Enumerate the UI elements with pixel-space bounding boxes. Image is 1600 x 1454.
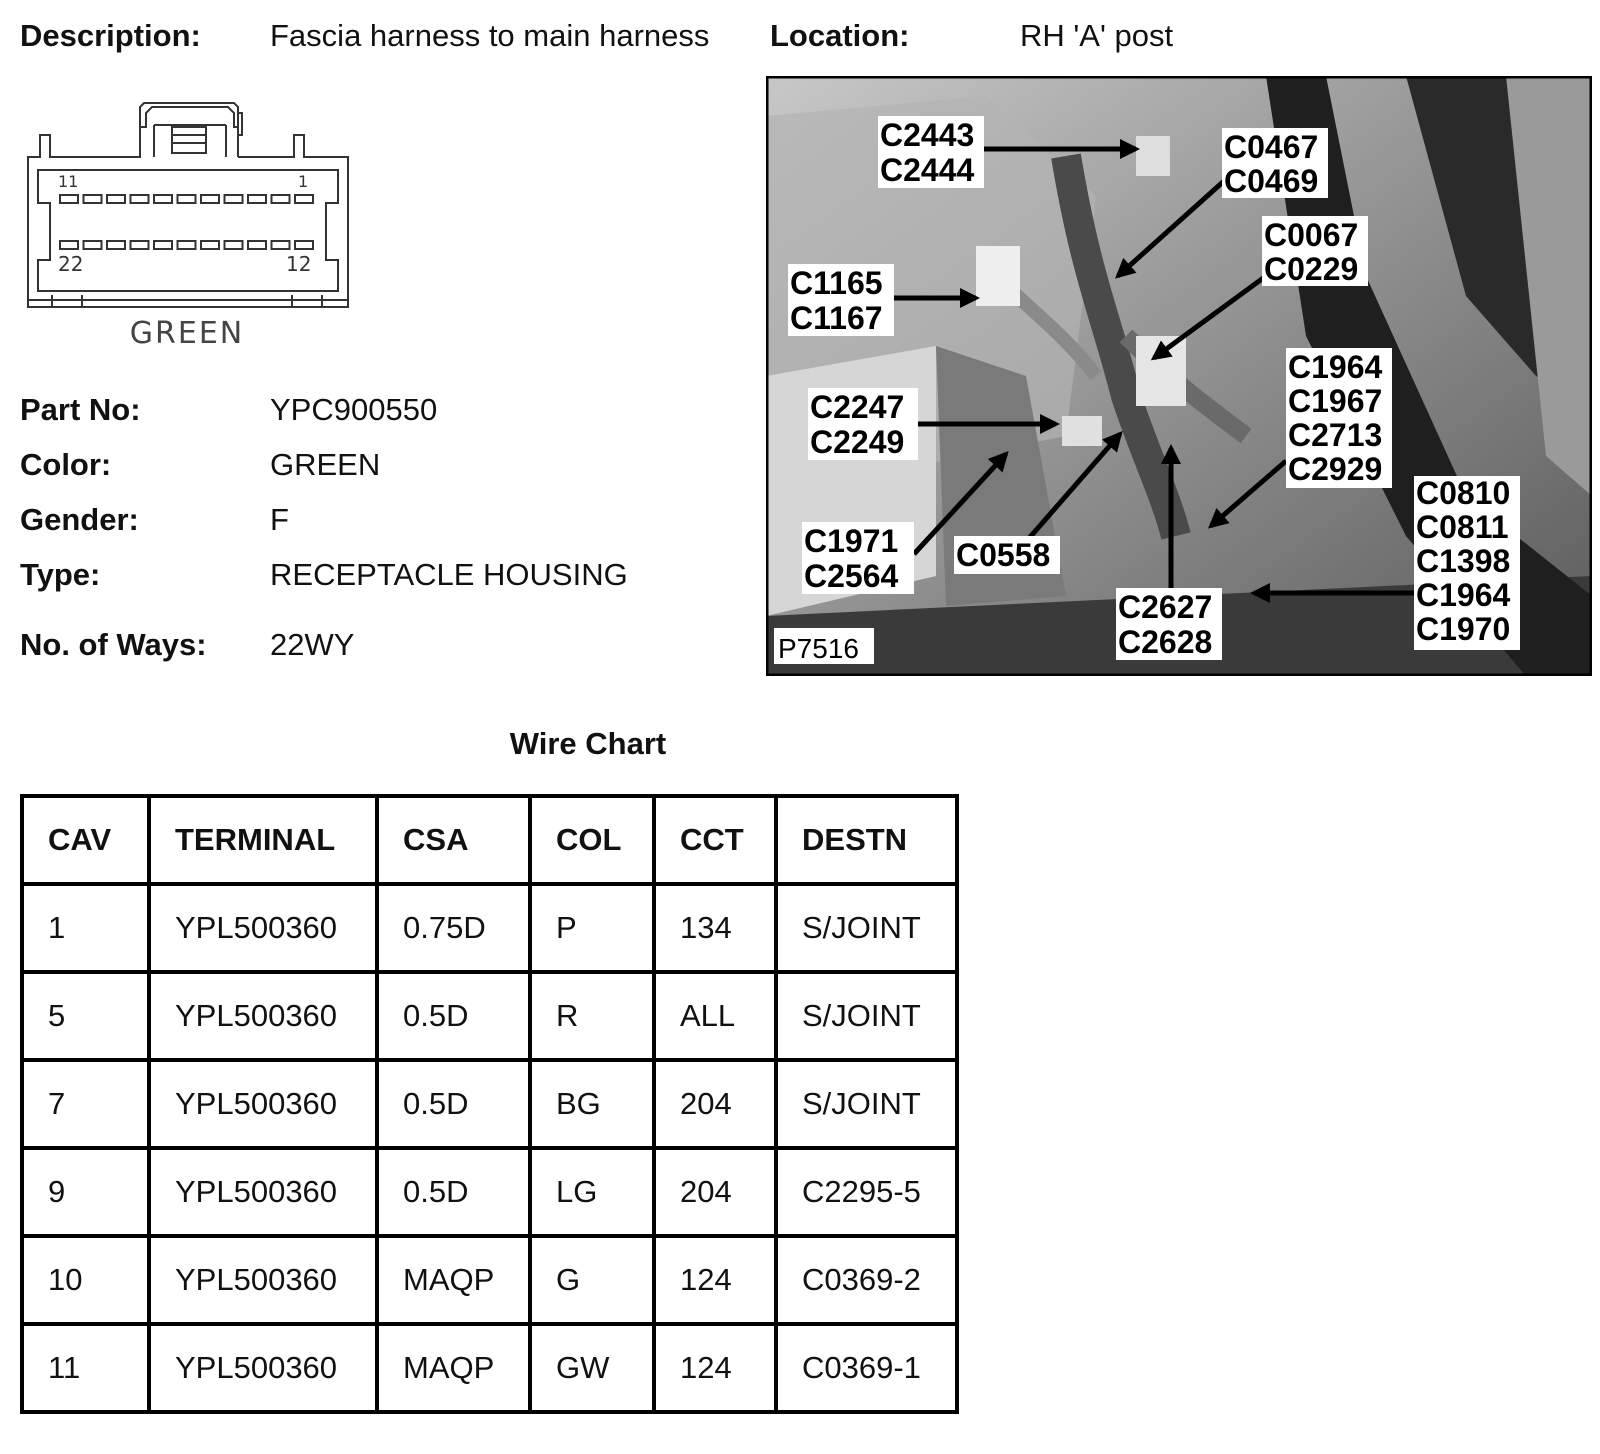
callout-label: C1971 bbox=[804, 523, 899, 559]
part-no-label: Part No: bbox=[20, 392, 141, 427]
pin-slot bbox=[225, 195, 243, 203]
callout-label: C2929 bbox=[1288, 451, 1383, 487]
callout-label: C2247 bbox=[810, 389, 905, 425]
cell-cav: 7 bbox=[22, 1060, 149, 1148]
pin-slot bbox=[60, 195, 78, 203]
cell-cav: 5 bbox=[22, 972, 149, 1060]
pin-slot bbox=[131, 241, 149, 249]
callout-c1165-c1167 bbox=[788, 264, 894, 336]
callout-label: C0810 bbox=[1416, 475, 1511, 511]
cell-destn: S/JOINT bbox=[776, 972, 957, 1060]
cell-destn: C0369-1 bbox=[776, 1324, 957, 1412]
pin-slot bbox=[60, 241, 78, 249]
cell-destn: S/JOINT bbox=[776, 884, 957, 972]
pin-slot bbox=[107, 241, 125, 249]
callout-c1964-c2929 bbox=[1286, 348, 1392, 488]
pin-label-11: 11 bbox=[58, 172, 79, 191]
callout-label: C1967 bbox=[1288, 383, 1383, 419]
cell-col: GW bbox=[530, 1324, 654, 1412]
table-row bbox=[22, 884, 957, 972]
callout-label: C0558 bbox=[956, 537, 1051, 573]
cell-csa: 0.75D bbox=[377, 884, 530, 972]
table-row bbox=[22, 972, 957, 1060]
callout-label: C2627 bbox=[1118, 589, 1213, 625]
cell-csa: 0.5D bbox=[377, 1060, 530, 1148]
column-header-cct: CCT bbox=[654, 796, 776, 884]
pin-slot bbox=[295, 241, 313, 249]
pin-slot bbox=[178, 195, 196, 203]
table-row bbox=[22, 1060, 957, 1148]
callout-c2627-c2628 bbox=[1116, 588, 1222, 660]
part-no-value: YPC900550 bbox=[270, 392, 438, 427]
column-header-destn: DESTN bbox=[776, 796, 957, 884]
table-row bbox=[22, 1148, 957, 1236]
pin-slot bbox=[201, 241, 219, 249]
column-header-csa: CSA bbox=[377, 796, 530, 884]
cell-col: R bbox=[530, 972, 654, 1060]
photo-ref-label: P7516 bbox=[778, 633, 859, 664]
callout-label: C1964 bbox=[1416, 577, 1511, 613]
cell-csa: 0.5D bbox=[377, 972, 530, 1060]
callout-label: C0467 bbox=[1224, 129, 1319, 165]
connector-color-text: GREEN bbox=[129, 316, 245, 351]
callout-label: C2564 bbox=[804, 558, 899, 594]
pin-label-1: 1 bbox=[298, 172, 309, 191]
gender-value: F bbox=[270, 502, 289, 537]
pin-slot bbox=[107, 195, 125, 203]
pin-slot bbox=[225, 241, 243, 249]
cell-cct: 204 bbox=[654, 1060, 776, 1148]
column-header-cav: CAV bbox=[22, 796, 149, 884]
cell-terminal: YPL500360 bbox=[149, 972, 377, 1060]
color-label: Color: bbox=[20, 447, 112, 482]
callout-label: C1970 bbox=[1416, 611, 1511, 647]
color-value: GREEN bbox=[270, 447, 381, 482]
cell-cct: 204 bbox=[654, 1148, 776, 1236]
cell-cct: 124 bbox=[654, 1324, 776, 1412]
gender-label: Gender: bbox=[20, 502, 139, 537]
pin-slot bbox=[248, 195, 266, 203]
connector-face-diagram bbox=[22, 95, 352, 355]
pin-slot bbox=[131, 195, 149, 203]
pin-slot bbox=[272, 241, 290, 249]
cell-csa: MAQP bbox=[377, 1236, 530, 1324]
cell-terminal: YPL500360 bbox=[149, 1236, 377, 1324]
callout-c0558 bbox=[954, 536, 1060, 574]
pin-label-22: 22 bbox=[58, 252, 84, 276]
cell-terminal: YPL500360 bbox=[149, 884, 377, 972]
callout-label: C2713 bbox=[1288, 417, 1383, 453]
pin-slot bbox=[248, 241, 266, 249]
callout-c0810-c1970 bbox=[1414, 475, 1520, 650]
wire-chart-title: Wire Chart bbox=[509, 726, 667, 761]
callout-label: C2444 bbox=[880, 152, 975, 188]
pin-slot bbox=[154, 241, 172, 249]
cell-cav: 11 bbox=[22, 1324, 149, 1412]
cell-destn: C0369-2 bbox=[776, 1236, 957, 1324]
cell-cav: 1 bbox=[22, 884, 149, 972]
callout-c2443-c2444 bbox=[878, 116, 984, 188]
cell-col: G bbox=[530, 1236, 654, 1324]
callout-label: C1167 bbox=[790, 300, 883, 336]
callout-label: C0229 bbox=[1264, 251, 1359, 287]
cell-terminal: YPL500360 bbox=[149, 1148, 377, 1236]
callout-label: C2249 bbox=[810, 424, 905, 460]
ways-value: 22WY bbox=[270, 627, 355, 662]
description-value: Fascia harness to main harness bbox=[270, 18, 710, 53]
callout-label: C1165 bbox=[790, 265, 883, 301]
cell-cct: 134 bbox=[654, 884, 776, 972]
callout-label: C2628 bbox=[1118, 624, 1213, 660]
pin-label-12: 12 bbox=[286, 252, 312, 276]
location-label: Location: bbox=[770, 18, 910, 53]
pin-slot bbox=[201, 195, 219, 203]
callout-label: C2443 bbox=[880, 117, 975, 153]
table-row bbox=[22, 1236, 957, 1324]
table-header-row bbox=[22, 796, 957, 884]
column-header-col: COL bbox=[530, 796, 654, 884]
cell-csa: 0.5D bbox=[377, 1148, 530, 1236]
callout-c0467-c0469 bbox=[1222, 128, 1328, 199]
cell-terminal: YPL500360 bbox=[149, 1060, 377, 1148]
pin-slot bbox=[84, 195, 102, 203]
type-value: RECEPTACLE HOUSING bbox=[270, 557, 628, 592]
pin-slot bbox=[178, 241, 196, 249]
callout-label: C1398 bbox=[1416, 543, 1511, 579]
cell-col: LG bbox=[530, 1148, 654, 1236]
wire-chart-table bbox=[20, 794, 959, 1414]
pin-slot bbox=[84, 241, 102, 249]
cell-col: P bbox=[530, 884, 654, 972]
location-value: RH 'A' post bbox=[1020, 18, 1174, 53]
pin-slot bbox=[295, 195, 313, 203]
cell-terminal: YPL500360 bbox=[149, 1324, 377, 1412]
callout-c0067-c0229 bbox=[1262, 216, 1368, 287]
callout-label: C0469 bbox=[1224, 163, 1319, 199]
type-label: Type: bbox=[20, 557, 101, 592]
callout-c1971-c2564 bbox=[802, 522, 914, 594]
cell-cct: ALL bbox=[654, 972, 776, 1060]
description-label: Description: bbox=[20, 18, 201, 53]
pin-slot bbox=[272, 195, 290, 203]
column-header-terminal: TERMINAL bbox=[149, 796, 377, 884]
cell-destn: C2295-5 bbox=[776, 1148, 957, 1236]
cell-cav: 10 bbox=[22, 1236, 149, 1324]
pin-slot bbox=[154, 195, 172, 203]
callout-c2247-c2249 bbox=[808, 388, 918, 460]
cell-cct: 124 bbox=[654, 1236, 776, 1324]
cell-destn: S/JOINT bbox=[776, 1060, 957, 1148]
cell-cav: 9 bbox=[22, 1148, 149, 1236]
callout-label: C1964 bbox=[1288, 349, 1383, 385]
location-photo bbox=[766, 76, 1592, 676]
callout-label: C0067 bbox=[1264, 217, 1359, 253]
cell-col: BG bbox=[530, 1060, 654, 1148]
ways-label: No. of Ways: bbox=[20, 627, 207, 662]
table-row bbox=[22, 1324, 957, 1412]
callout-label: C0811 bbox=[1416, 509, 1509, 545]
cell-csa: MAQP bbox=[377, 1324, 530, 1412]
